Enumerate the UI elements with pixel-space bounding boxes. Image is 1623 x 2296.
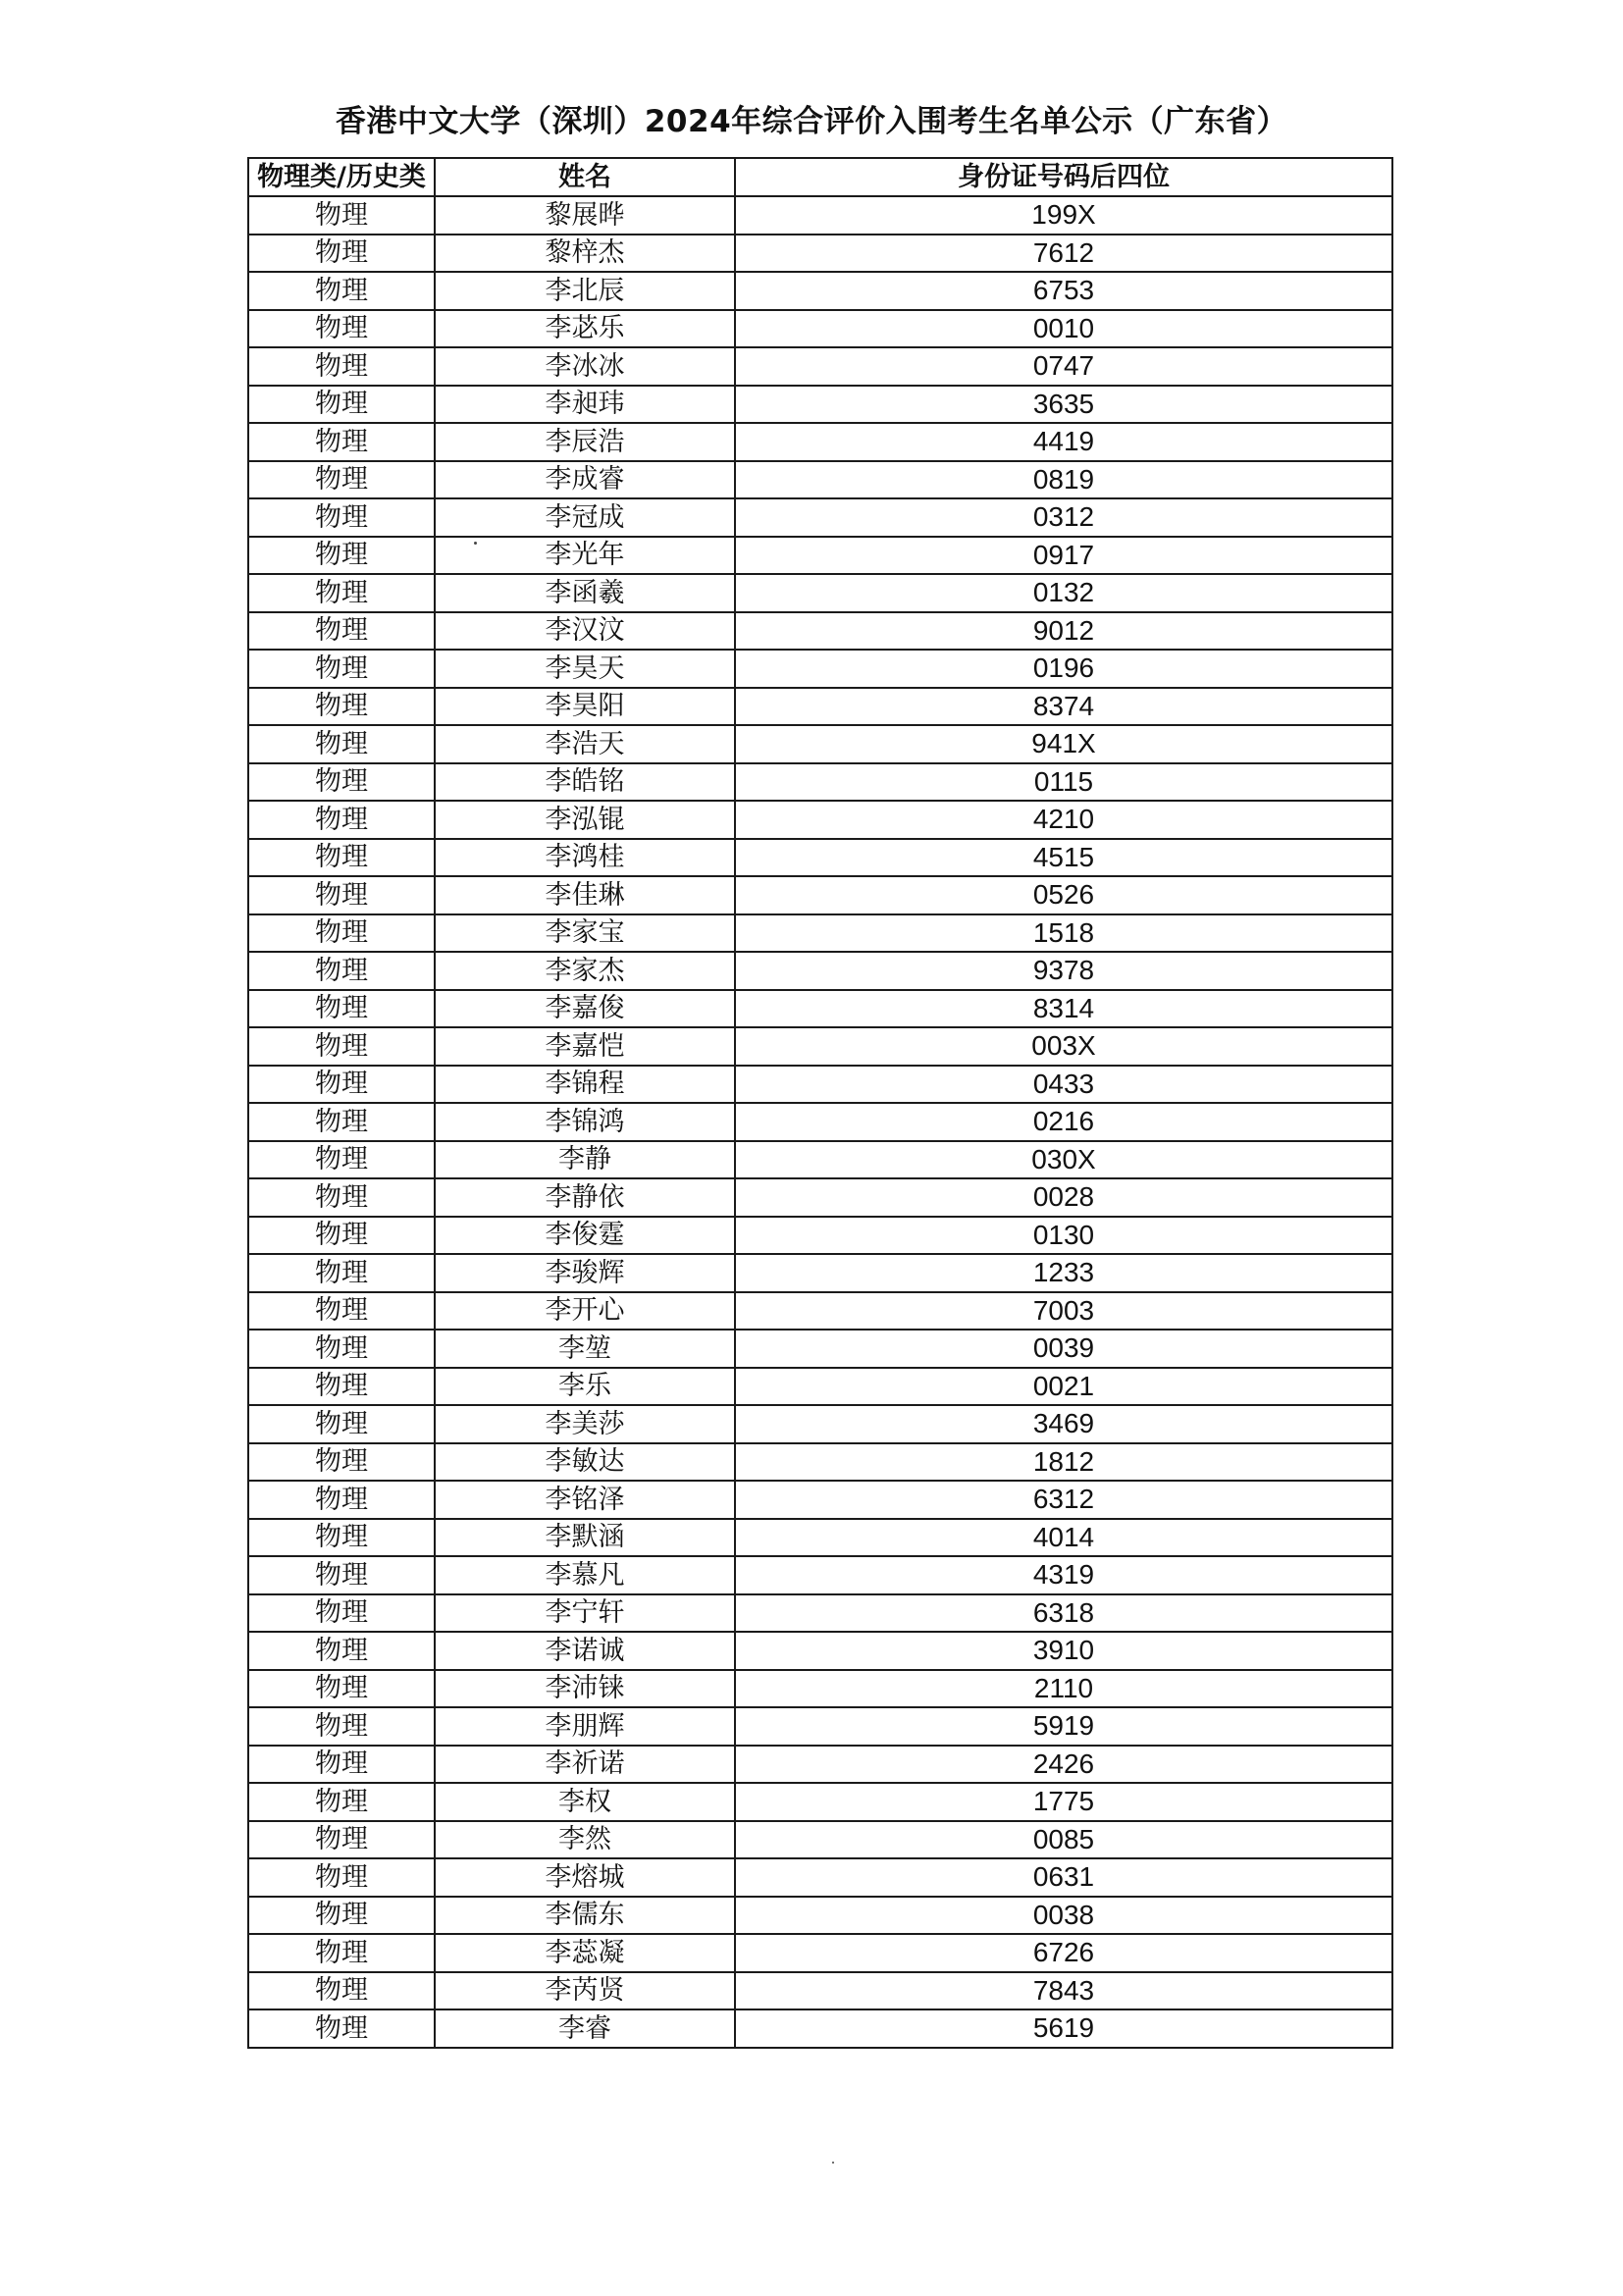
- name-cell: 李沛铼: [435, 1670, 735, 1708]
- table-row: [248, 2009, 1392, 2048]
- table-row: [248, 1292, 1392, 1331]
- id-last4-cell: 030X: [735, 1141, 1392, 1179]
- table-row: [248, 1746, 1392, 1784]
- name-cell: 李堃: [435, 1330, 735, 1368]
- name-cell: 黎展晔: [435, 196, 735, 235]
- id-last4-cell: 003X: [735, 1027, 1392, 1066]
- category-cell: 物理: [248, 1746, 435, 1784]
- table-row: [248, 1897, 1392, 1935]
- name-cell: 李北辰: [435, 272, 735, 310]
- category-cell: 物理: [248, 763, 435, 802]
- table-row: [248, 1972, 1392, 2010]
- category-cell: 物理: [248, 1783, 435, 1821]
- id-last4-cell: 2110: [735, 1670, 1392, 1708]
- table-row: [248, 1368, 1392, 1406]
- category-cell: 物理: [248, 914, 435, 953]
- category-cell: 物理: [248, 1330, 435, 1368]
- id-last4-cell: 0130: [735, 1217, 1392, 1255]
- category-cell: 物理: [248, 1103, 435, 1141]
- category-cell: 物理: [248, 1934, 435, 1972]
- id-last4-cell: 6318: [735, 1594, 1392, 1633]
- table-row: [248, 1217, 1392, 1255]
- table-row: [248, 574, 1392, 612]
- table-row: [248, 1519, 1392, 1557]
- name-cell: 李静: [435, 1141, 735, 1179]
- id-last4-cell: 9012: [735, 612, 1392, 651]
- id-last4-cell: 0038: [735, 1897, 1392, 1935]
- name-cell: 李昊天: [435, 650, 735, 688]
- table-row: [248, 1027, 1392, 1066]
- id-last4-cell: 1233: [735, 1254, 1392, 1292]
- name-cell: 李默涵: [435, 1519, 735, 1557]
- table-row: [248, 1141, 1392, 1179]
- table-row: [248, 1632, 1392, 1670]
- table-row: [248, 1821, 1392, 1859]
- table-body: [248, 196, 1392, 2048]
- category-cell: 物理: [248, 1858, 435, 1897]
- category-cell: 物理: [248, 272, 435, 310]
- id-last4-cell: 0115: [735, 763, 1392, 802]
- table-row: [248, 196, 1392, 235]
- name-cell: 李汉汶: [435, 612, 735, 651]
- table-row: [248, 423, 1392, 461]
- id-last4-cell: 7843: [735, 1972, 1392, 2010]
- id-last4-cell: 0312: [735, 498, 1392, 537]
- id-last4-cell: 8374: [735, 688, 1392, 726]
- table-row: [248, 801, 1392, 839]
- page-title: 香港中文大学（深圳）2024年综合评价入围考生名单公示（广东省）: [335, 104, 1288, 139]
- name-cell: 李昊阳: [435, 688, 735, 726]
- name-cell: 李佳琳: [435, 876, 735, 914]
- header-name: 姓名: [435, 158, 735, 196]
- id-last4-cell: 3469: [735, 1405, 1392, 1443]
- table-row: [248, 839, 1392, 877]
- table-row: [248, 1443, 1392, 1482]
- name-cell: 李家宝: [435, 914, 735, 953]
- id-last4-cell: 0196: [735, 650, 1392, 688]
- id-last4-cell: 0039: [735, 1330, 1392, 1368]
- category-cell: 物理: [248, 1897, 435, 1935]
- category-cell: 物理: [248, 612, 435, 651]
- category-cell: 物理: [248, 952, 435, 990]
- category-cell: 物理: [248, 1368, 435, 1406]
- id-last4-cell: 4210: [735, 801, 1392, 839]
- category-cell: 物理: [248, 498, 435, 537]
- name-cell: 李诺诚: [435, 1632, 735, 1670]
- id-last4-cell: 4515: [735, 839, 1392, 877]
- category-cell: 物理: [248, 1556, 435, 1594]
- scan-speck: [832, 2162, 834, 2164]
- id-last4-cell: 1775: [735, 1783, 1392, 1821]
- name-cell: 李芮贤: [435, 1972, 735, 2010]
- table-row: [248, 235, 1392, 273]
- table-row: [248, 1405, 1392, 1443]
- category-cell: 物理: [248, 386, 435, 424]
- id-last4-cell: 6312: [735, 1481, 1392, 1519]
- name-cell: 李锦鸿: [435, 1103, 735, 1141]
- category-cell: 物理: [248, 876, 435, 914]
- header-row: [248, 158, 1392, 196]
- table-row: [248, 386, 1392, 424]
- name-cell: 李家杰: [435, 952, 735, 990]
- table-row: [248, 1858, 1392, 1897]
- table-row: [248, 1330, 1392, 1368]
- table-row: [248, 1594, 1392, 1633]
- name-cell: 李然: [435, 1821, 735, 1859]
- category-cell: 物理: [248, 574, 435, 612]
- id-last4-cell: 0010: [735, 310, 1392, 348]
- candidate-table: [247, 157, 1393, 2049]
- category-cell: 物理: [248, 1594, 435, 1633]
- name-cell: 李函羲: [435, 574, 735, 612]
- table-row: [248, 1556, 1392, 1594]
- table-row: [248, 537, 1392, 575]
- table-row: [248, 1670, 1392, 1708]
- name-cell: 李宁轩: [435, 1594, 735, 1633]
- category-cell: 物理: [248, 1670, 435, 1708]
- category-cell: 物理: [248, 725, 435, 763]
- id-last4-cell: 1812: [735, 1443, 1392, 1482]
- name-cell: 李慕凡: [435, 1556, 735, 1594]
- header-id-last4: 身份证号码后四位: [735, 158, 1392, 196]
- name-cell: 李昶玮: [435, 386, 735, 424]
- category-cell: 物理: [248, 1027, 435, 1066]
- category-cell: 物理: [248, 235, 435, 273]
- name-cell: 李苾乐: [435, 310, 735, 348]
- table-row: [248, 347, 1392, 386]
- name-cell: 李辰浩: [435, 423, 735, 461]
- name-cell: 李乐: [435, 1368, 735, 1406]
- category-cell: 物理: [248, 1217, 435, 1255]
- id-last4-cell: 0216: [735, 1103, 1392, 1141]
- name-cell: 李铭泽: [435, 1481, 735, 1519]
- name-cell: 李静依: [435, 1178, 735, 1217]
- header-category: 物理类/历史类: [248, 158, 435, 196]
- id-last4-cell: 0526: [735, 876, 1392, 914]
- category-cell: 物理: [248, 347, 435, 386]
- id-last4-cell: 6726: [735, 1934, 1392, 1972]
- category-cell: 物理: [248, 839, 435, 877]
- id-last4-cell: 4319: [735, 1556, 1392, 1594]
- id-last4-cell: 8314: [735, 990, 1392, 1028]
- category-cell: 物理: [248, 1443, 435, 1482]
- name-cell: 李俊霆: [435, 1217, 735, 1255]
- name-cell: 李权: [435, 1783, 735, 1821]
- id-last4-cell: 0028: [735, 1178, 1392, 1217]
- id-last4-cell: 1518: [735, 914, 1392, 953]
- name-cell: 李浩天: [435, 725, 735, 763]
- name-cell: 李儒东: [435, 1897, 735, 1935]
- table-row: [248, 1934, 1392, 1972]
- category-cell: 物理: [248, 537, 435, 575]
- id-last4-cell: 0085: [735, 1821, 1392, 1859]
- table-row: [248, 461, 1392, 499]
- name-cell: 李嘉恺: [435, 1027, 735, 1066]
- name-cell: 黎梓杰: [435, 235, 735, 273]
- table-row: [248, 763, 1392, 802]
- id-last4-cell: 4014: [735, 1519, 1392, 1557]
- name-cell: 李敏达: [435, 1443, 735, 1482]
- id-last4-cell: 0433: [735, 1066, 1392, 1104]
- table-row: [248, 1481, 1392, 1519]
- category-cell: 物理: [248, 196, 435, 235]
- id-last4-cell: 7003: [735, 1292, 1392, 1331]
- name-cell: 李成睿: [435, 461, 735, 499]
- table-row: [248, 498, 1392, 537]
- name-cell: 李祈诺: [435, 1746, 735, 1784]
- category-cell: 物理: [248, 310, 435, 348]
- name-cell: 李皓铭: [435, 763, 735, 802]
- name-cell: 李泓锟: [435, 801, 735, 839]
- table-row: [248, 310, 1392, 348]
- category-cell: 物理: [248, 2009, 435, 2048]
- table-row: [248, 1783, 1392, 1821]
- category-cell: 物理: [248, 1707, 435, 1746]
- id-last4-cell: 5619: [735, 2009, 1392, 2048]
- id-last4-cell: 0132: [735, 574, 1392, 612]
- category-cell: 物理: [248, 1519, 435, 1557]
- category-cell: 物理: [248, 1972, 435, 2010]
- category-cell: 物理: [248, 1292, 435, 1331]
- table-row: [248, 688, 1392, 726]
- name-cell: 李鸿桂: [435, 839, 735, 877]
- id-last4-cell: 0631: [735, 1858, 1392, 1897]
- table-row: [248, 1103, 1392, 1141]
- table-row: [248, 1178, 1392, 1217]
- name-cell: 李蕊凝: [435, 1934, 735, 1972]
- category-cell: 物理: [248, 423, 435, 461]
- category-cell: 物理: [248, 801, 435, 839]
- id-last4-cell: 5919: [735, 1707, 1392, 1746]
- name-cell: 李睿: [435, 2009, 735, 2048]
- id-last4-cell: 0917: [735, 537, 1392, 575]
- category-cell: 物理: [248, 1178, 435, 1217]
- id-last4-cell: 0021: [735, 1368, 1392, 1406]
- category-cell: 物理: [248, 1632, 435, 1670]
- id-last4-cell: 199X: [735, 196, 1392, 235]
- table-row: [248, 876, 1392, 914]
- category-cell: 物理: [248, 688, 435, 726]
- id-last4-cell: 3910: [735, 1632, 1392, 1670]
- name-cell: 李骏辉: [435, 1254, 735, 1292]
- category-cell: 物理: [248, 1066, 435, 1104]
- id-last4-cell: 2426: [735, 1746, 1392, 1784]
- name-cell: 李冠成: [435, 498, 735, 537]
- table-row: [248, 914, 1392, 953]
- table-row: [248, 1707, 1392, 1746]
- category-cell: 物理: [248, 650, 435, 688]
- category-cell: 物理: [248, 1141, 435, 1179]
- id-last4-cell: 941X: [735, 725, 1392, 763]
- category-cell: 物理: [248, 990, 435, 1028]
- category-cell: 物理: [248, 1821, 435, 1859]
- name-cell: 李嘉俊: [435, 990, 735, 1028]
- table-row: [248, 990, 1392, 1028]
- id-last4-cell: 6753: [735, 272, 1392, 310]
- id-last4-cell: 7612: [735, 235, 1392, 273]
- scan-speck: [474, 542, 477, 545]
- id-last4-cell: 4419: [735, 423, 1392, 461]
- id-last4-cell: 0819: [735, 461, 1392, 499]
- table-row: [248, 612, 1392, 651]
- category-cell: 物理: [248, 1405, 435, 1443]
- name-cell: 李锦程: [435, 1066, 735, 1104]
- table-row: [248, 1066, 1392, 1104]
- table-row: [248, 725, 1392, 763]
- table-header: [248, 158, 1392, 196]
- table-row: [248, 952, 1392, 990]
- name-cell: 李朋辉: [435, 1707, 735, 1746]
- id-last4-cell: 3635: [735, 386, 1392, 424]
- table-row: [248, 1254, 1392, 1292]
- name-cell: 李冰冰: [435, 347, 735, 386]
- id-last4-cell: 9378: [735, 952, 1392, 990]
- name-cell: 李开心: [435, 1292, 735, 1331]
- name-cell: 李美莎: [435, 1405, 735, 1443]
- category-cell: 物理: [248, 1254, 435, 1292]
- table-row: [248, 650, 1392, 688]
- id-last4-cell: 0747: [735, 347, 1392, 386]
- category-cell: 物理: [248, 461, 435, 499]
- table-row: [248, 272, 1392, 310]
- name-cell: 李光年: [435, 537, 735, 575]
- name-cell: 李熔城: [435, 1858, 735, 1897]
- category-cell: 物理: [248, 1481, 435, 1519]
